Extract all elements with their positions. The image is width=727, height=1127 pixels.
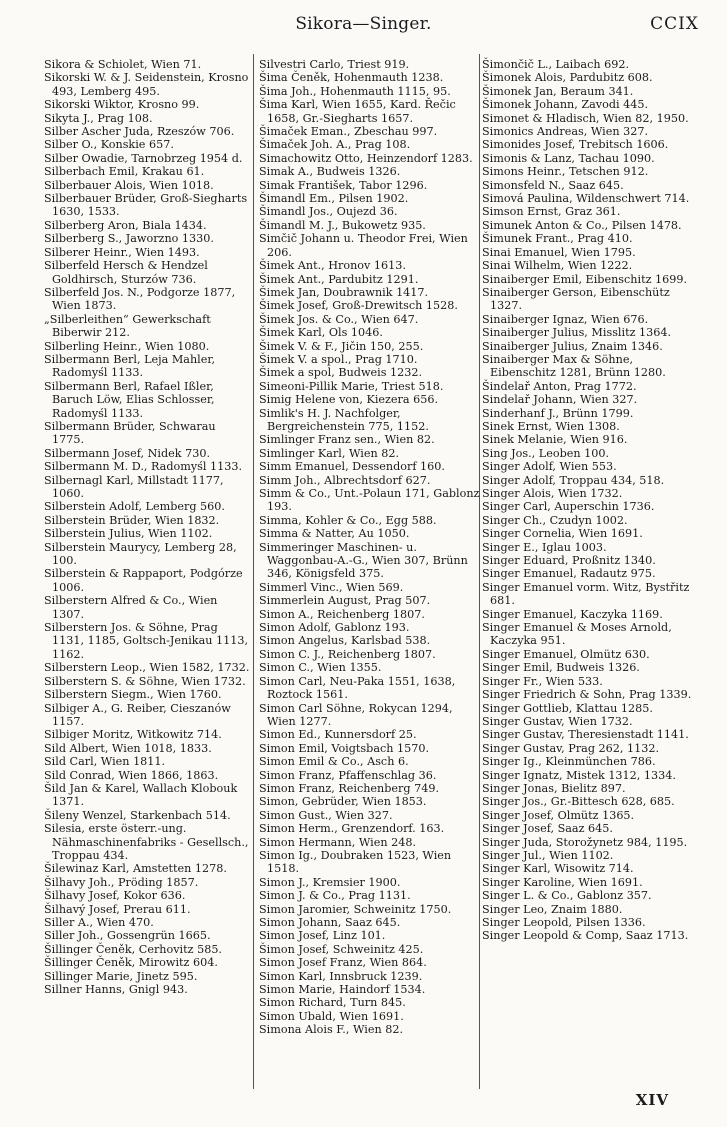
- directory-entry: Simma & Natter, Au 1050.: [259, 527, 410, 541]
- directory-entry: Silberstein Maurycy, Lemberg 28, 100.: [44, 540, 237, 568]
- directory-entry: Silberstern Alfred & Co., Wien 1307.: [44, 594, 218, 621]
- directory-entry: Sikyta J., Prag 108.: [44, 111, 153, 125]
- directory-entry: Sikora & Schiolet, Wien 71.: [44, 58, 202, 71]
- directory-entry: Singer Jonas, Bielitz 897.: [482, 781, 626, 795]
- directory-entry: Šimonek Johann, Zavodi 445.: [482, 98, 649, 112]
- directory-entry: Simon A., Reichenberg 1807.: [259, 607, 425, 621]
- directory-entry: Simunek Anton & Co., Pilsen 1478.: [482, 218, 682, 232]
- directory-entry: Silberberg S., Jaworzno 1330.: [44, 232, 214, 246]
- directory-entry: Singer Emanuel, Olmütz 630.: [482, 647, 650, 661]
- directory-entry: Simona Alois F., Wien 82.: [259, 1023, 404, 1037]
- directory-entry: Simon Johann, Saaz 645.: [259, 916, 401, 929]
- directory-entry: Simon Jaromier, Schweinitz 1750.: [259, 902, 452, 916]
- directory-entry: Silvestri Carlo, Triest 919.: [259, 58, 410, 71]
- directory-entry: Silberstern Jos. & Söhne, Prag 1131, 1185, Goltsch-Jenikau 1113, 1162.: [44, 621, 249, 661]
- page-number: CCIX: [650, 14, 699, 34]
- directory-entry: Simon Carl Söhne, Rokycan 1294, Wien 1277.: [259, 701, 453, 728]
- directory-entry: Sild Albert, Wien 1018, 1833.: [44, 741, 212, 755]
- directory-entry: Sindelař Johann, Wien 327.: [482, 393, 638, 407]
- directory-entry: Silesia, erste österr.-ung. Nähmaschinenfabriks - Gesellsch., Troppau 434.: [44, 822, 249, 862]
- directory-entry: Šimek Jos. & Co., Wien 647.: [259, 312, 419, 326]
- directory-entry: Singer Leo, Znaim 1880.: [482, 902, 623, 916]
- directory-entry: Silberfeld Jos. N., Podgorze 1877, Wien 1873.: [44, 285, 236, 313]
- directory-entry: Sinai Wilhelm, Wien 1222.: [482, 259, 633, 273]
- directory-entry: Silberling Heinr., Wien 1080.: [44, 339, 210, 353]
- directory-entry: Simm Emanuel, Dessendorf 160.: [259, 460, 445, 474]
- directory-entry: Simon J. & Co., Prag 1131.: [259, 889, 411, 903]
- directory-entry: Sikorski W. & J. Seidenstein, Krosno 493, Lemberg 495.: [44, 71, 249, 98]
- directory-entry: Sillner Hanns, Gnigl 943.: [44, 983, 188, 997]
- directory-entry: Singer Ignatz, Mistek 1312, 1334.: [482, 768, 676, 782]
- directory-entry: Simon Josef Franz, Wien 864.: [259, 956, 427, 970]
- directory-entry: Sinaiberger Gerson, Eibenschütz 1327.: [482, 285, 670, 313]
- directory-entry: Simak A., Budweis 1326.: [259, 165, 401, 179]
- directory-entry: Simon C., Wien 1355.: [259, 661, 382, 675]
- directory-entry: Silberbauer Alois, Wien 1018.: [44, 178, 214, 192]
- directory-entry: Šimek V. a spol., Prag 1710.: [259, 352, 418, 366]
- directory-entry: Singer Emanuel vorm. Witz, Bystřitz 681.: [482, 580, 690, 608]
- directory-entry: Simon Emil & Co., Asch 6.: [259, 755, 409, 769]
- directory-entry: Šimončič L., Laibach 692.: [482, 58, 629, 71]
- signature-mark: XIV: [635, 1091, 669, 1109]
- directory-entry: Simons Heinr., Tetschen 912.: [482, 165, 649, 179]
- directory-entry: Silbiger A., G. Reiber, Cieszanów 1157.: [44, 701, 231, 728]
- directory-entry: Šild Jan & Karel, Wallach Klobouk 1371.: [44, 781, 238, 809]
- column-3: [482, 58, 694, 1088]
- directory-entry: Šimaček Eman., Zbeschau 997.: [259, 125, 438, 139]
- directory-entry: Singer Karl, Wisowitz 714.: [482, 862, 634, 876]
- directory-entry: Silbernagl Karl, Millstadt 1177, 1060.: [44, 473, 224, 500]
- directory-entry: Simlik's H. J. Nachfolger, Bergreichenstein 775, 1152.: [259, 406, 429, 433]
- directory-entry: Šimaček Joh. A., Prag 108.: [259, 138, 411, 152]
- directory-entry: Silberberg Aron, Biala 1434.: [44, 218, 207, 232]
- directory-entry: Simon J., Kremsier 1900.: [259, 875, 401, 889]
- directory-entry: Šima Karl, Wien 1655, Kard. Řečic 1658, Gr.-Siegharts 1657.: [259, 98, 456, 125]
- directory-entry: Sinek Ernst, Wien 1308.: [482, 419, 620, 433]
- directory-entry: Simmerlein August, Prag 507.: [259, 594, 431, 608]
- directory-entry: Šimon Josef, Schweinitz 425.: [259, 942, 424, 956]
- directory-entry: Silbermann M. D., Radomyśl 1133.: [44, 460, 243, 474]
- directory-entry: Simig Helene von, Kiezera 656.: [259, 393, 439, 407]
- directory-entry: Simon Herm., Grenzendorf. 163.: [259, 822, 445, 836]
- directory-entry: Šimek Josef, Groß-Drewitsch 1528.: [259, 299, 458, 313]
- directory-entry: Simon Franz, Pfaffenschlag 36.: [259, 768, 437, 782]
- directory-entry: Šindelař Anton, Prag 1772.: [482, 379, 637, 393]
- directory-entry: Singer Emil, Budweis 1326.: [482, 661, 640, 675]
- directory-entry: Šimek a spol, Budweis 1232.: [259, 366, 423, 380]
- directory-entry: Šimek Jan, Doubrawnik 1417.: [259, 285, 429, 299]
- directory-entry: Šimandl M. J., Bukowetz 935.: [259, 218, 426, 232]
- directory-entry: Silberstern S. & Söhne, Wien 1732.: [44, 674, 246, 688]
- directory-entry: Simmeringer Maschinen- u. Waggonbau-A.-G., Wien 307, Brünn 346, Königsfeld 375.: [259, 540, 468, 581]
- directory-entry: Singer Leopold & Comp, Saaz 1713.: [482, 929, 689, 943]
- directory-entry: Sinai Emanuel, Wien 1795.: [482, 245, 636, 259]
- directory-entry: Šimek Ant., Pardubitz 1291.: [259, 272, 419, 286]
- directory-entry: Silberer Heinr., Wien 1493.: [44, 245, 200, 259]
- directory-entry: Sinaiberger Max & Söhne, Eibenschitz 1281, Brünn 1280.: [482, 352, 666, 380]
- directory-entry: Silberstein Brüder, Wien 1832.: [44, 513, 220, 527]
- directory-entry: Simon Angelus, Karlsbad 538.: [259, 634, 431, 648]
- directory-entry: Šillinger Čeněk, Cerhovitz 585.: [44, 942, 222, 956]
- directory-columns: [44, 44, 709, 1084]
- directory-entry: Simak František, Tabor 1296.: [259, 178, 428, 192]
- directory-entry: Singer Fr., Wien 533.: [482, 674, 603, 688]
- directory-entry: Šimek Ant., Hronov 1613.: [259, 259, 406, 273]
- directory-entry: Simon Hermann, Wien 248.: [259, 835, 417, 849]
- directory-entry: Sinek Melanie, Wien 916.: [482, 433, 628, 447]
- directory-entry: Simonics Andreas, Wien 327.: [482, 125, 649, 139]
- directory-entry: Singer Leopold, Pilsen 1336.: [482, 916, 646, 929]
- directory-entry: Silber Owadie, Tarnobrzeg 1954 d.: [44, 151, 243, 165]
- directory-entry: Silbermann Berl, Rafael Ißler, Baruch Löw, Elias Schlosser, Radomyśl 1133.: [44, 379, 215, 420]
- directory-entry: Sinderhanf J., Brünn 1799.: [482, 406, 634, 420]
- directory-entry: Silberstein & Rappaport, Podgórze 1006.: [44, 567, 243, 594]
- directory-entry: Singer Eduard, Proßnitz 1340.: [482, 554, 656, 568]
- directory-entry: „Silberleithen“ Gewerkschaft Biberwir 212.: [44, 312, 211, 340]
- directory-entry: Simon Franz, Reichenberg 749.: [259, 781, 440, 795]
- directory-entry: Simonides Josef, Trebitsch 1606.: [482, 138, 669, 152]
- directory-entry: Simonet & Hladisch, Wien 82, 1950.: [482, 111, 689, 125]
- directory-entry: Silber Ascher Juda, Rzeszów 706.: [44, 125, 235, 139]
- directory-entry: Silbermann Berl, Leja Mahler, Radomyśl 1133.: [44, 352, 216, 380]
- directory-entry: Simon Adolf, Gablonz 193.: [259, 621, 410, 635]
- directory-entry: Singer Friedrich & Sohn, Prag 1339.: [482, 688, 692, 702]
- directory-entry: Simon Ig., Doubraken 1523, Wien 1518.: [259, 848, 452, 876]
- directory-entry: Simon Emil, Voigtsbach 1570.: [259, 741, 430, 755]
- directory-entry: Simachowitz Otto, Heinzendorf 1283.: [259, 151, 473, 165]
- directory-entry: Sinaiberger Ignaz, Wien 676.: [482, 312, 649, 326]
- directory-entry: Simon Josef, Linz 101.: [259, 929, 386, 943]
- directory-entry: Šimunek Frant., Prag 410.: [482, 232, 633, 246]
- directory-entry: Singer Ch., Czudyn 1002.: [482, 513, 628, 527]
- directory-entry: Simonsfeld N., Saaz 645.: [482, 178, 624, 192]
- directory-entry: Sillinger Marie, Jinetz 595.: [44, 969, 198, 983]
- column-2: [259, 58, 481, 1088]
- directory-entry: Šileny Wenzel, Starkenbach 514.: [44, 808, 231, 822]
- directory-entry: Sing Jos., Leoben 100.: [482, 446, 610, 460]
- directory-entry: Singer Ig., Kleinmünchen 786.: [482, 755, 656, 769]
- directory-entry: Simová Paulina, Wildenschwert 714.: [482, 192, 690, 206]
- column-1: [44, 58, 250, 1088]
- directory-entry: Simeoni-Pillik Marie, Triest 518.: [259, 379, 444, 393]
- directory-entry: Simlinger Karl, Wien 82.: [259, 446, 400, 460]
- page-title: Sikora—Singer.: [295, 14, 432, 34]
- directory-entry: Šimandl Em., Pilsen 1902.: [259, 192, 409, 206]
- directory-entry: Singer Gustav, Wien 1732.: [482, 714, 633, 728]
- directory-entry: Silberbauer Brüder, Groß-Siegharts 1630, 1533.: [44, 192, 248, 219]
- directory-entry: Simonis & Lanz, Tachau 1090.: [482, 151, 655, 165]
- directory-entry: Silberstern Leop., Wien 1582, 1732.: [44, 661, 250, 675]
- directory-entry: Silbermann Josef, Nidek 730.: [44, 446, 211, 460]
- directory-entry: Sikorski Wiktor, Krosno 99.: [44, 98, 200, 112]
- directory-entry: Silber O., Konskie 657.: [44, 138, 174, 152]
- directory-entry: Simlinger Franz sen., Wien 82.: [259, 433, 435, 447]
- directory-entry: Singer Gottlieb, Klattau 1285.: [482, 701, 653, 715]
- directory-entry: Šimek V. & F., Jičin 150, 255.: [259, 339, 424, 353]
- directory-entry: Simson Ernst, Graz 361.: [482, 205, 621, 219]
- directory-entry: Simon Ed., Kunnersdorf 25.: [259, 728, 417, 742]
- directory-entry: Silberstein Adolf, Lemberg 560.: [44, 500, 225, 514]
- directory-entry: Singer Karoline, Wien 1691.: [482, 875, 643, 889]
- directory-entry: Simon, Gebrüder, Wien 1853.: [259, 795, 427, 809]
- directory-entry: Siller A., Wien 470.: [44, 916, 154, 929]
- page-header: [0, 10, 727, 42]
- directory-entry: Singer Adolf, Wien 553.: [482, 460, 617, 474]
- directory-entry: Šilhavy Joh., Pröding 1857.: [44, 875, 199, 889]
- directory-entry: Simon Karl, Innsbruck 1239.: [259, 969, 423, 983]
- directory-entry: Sinaiberger Julius, Misslitz 1364.: [482, 326, 672, 340]
- directory-entry: Simon Carl, Neu-Paka 1551, 1638, Roztock 1561.: [259, 674, 456, 702]
- directory-entry: Šima Joh., Hohenmauth 1115, 95.: [259, 84, 451, 98]
- directory-entry: Silberstein Julius, Wien 1102.: [44, 527, 213, 541]
- directory-entry: Šilhavy Josef, Kokor 636.: [44, 889, 186, 903]
- directory-entry: Singer Juda, Storožynetz 984, 1195.: [482, 835, 688, 849]
- directory-entry: Šimonek Jan, Beraum 341.: [482, 84, 634, 98]
- directory-entry: Singer E., Iglau 1003.: [482, 540, 607, 554]
- directory-entry: Silbermann Brüder, Schwarau 1775.: [44, 419, 216, 447]
- directory-entry: Simon Marie, Haindorf 1534.: [259, 983, 426, 997]
- directory-entry: Silberstern Siegm., Wien 1760.: [44, 688, 222, 702]
- directory-entry: Singer Emanuel & Moses Arnold, Kaczyka 951.: [482, 621, 672, 648]
- directory-entry: Silberbach Emil, Krakau 61.: [44, 165, 205, 179]
- directory-entry: Silberfeld Hersch & Hendzel Goldhirsch, Sturzów 736.: [44, 259, 208, 286]
- directory-entry: Sild Carl, Wien 1811.: [44, 755, 166, 769]
- directory-entry: Simon Gust., Wien 327.: [259, 808, 393, 822]
- directory-entry: Sinaiberger Julius, Znaim 1346.: [482, 339, 663, 353]
- directory-entry: Singer L. & Co., Gablonz 357.: [482, 889, 652, 903]
- directory-entry: Šimek Karl, Ols 1046.: [259, 326, 383, 340]
- directory-entry: Singer Emanuel, Kaczyka 1169.: [482, 607, 663, 621]
- directory-entry: Singer Gustav, Theresienstadt 1141.: [482, 728, 689, 742]
- directory-entry: Šilewinaz Karl, Amstetten 1278.: [44, 862, 227, 876]
- directory-entry: Singer Carl, Auperschin 1736.: [482, 500, 655, 514]
- directory-entry: Singer Emanuel, Radautz 975.: [482, 567, 656, 581]
- directory-entry: Simma, Kohler & Co., Egg 588.: [259, 513, 437, 527]
- directory-entry: Singer Alois, Wien 1732.: [482, 487, 623, 500]
- directory-entry: Singer Jul., Wien 1102.: [482, 848, 614, 862]
- directory-entry: Simčič Johann u. Theodor Frei, Wien 206.: [259, 232, 468, 259]
- directory-entry: Šima Čeněk, Hohenmauth 1238.: [259, 71, 444, 85]
- directory-entry: Singer Gustav, Prag 262, 1132.: [482, 741, 660, 755]
- directory-entry: Singer Josef, Saaz 645.: [482, 822, 613, 836]
- directory-entry: Singer Jos., Gr.-Bittesch 628, 685.: [482, 795, 675, 809]
- directory-entry: Simon Richard, Turn 845.: [259, 996, 406, 1010]
- directory-entry: Simmerl Vinc., Wien 569.: [259, 580, 404, 594]
- directory-entry: Singer Adolf, Troppau 434, 518.: [482, 473, 665, 487]
- directory-entry: Simm Joh., Albrechtsdorf 627.: [259, 473, 431, 487]
- directory-entry: Siller Joh., Gossengrün 1665.: [44, 929, 211, 943]
- directory-entry: Sild Conrad, Wien 1866, 1863.: [44, 768, 219, 782]
- directory-entry: Silbiger Moritz, Witkowitz 714.: [44, 728, 222, 742]
- directory-entry: Singer Josef, Olmütz 1365.: [482, 808, 635, 822]
- directory-entry: Šimonek Alois, Pardubitz 608.: [482, 71, 653, 85]
- directory-entry: Simon Ubald, Wien 1691.: [259, 1009, 404, 1023]
- directory-entry: Sinaiberger Emil, Eibenschitz 1699.: [482, 272, 688, 286]
- directory-entry: Šimandl Jos., Oujezd 36.: [259, 205, 398, 219]
- directory-entry: Šillinger Čeněk, Mirowitz 604.: [44, 956, 218, 970]
- directory-entry: Šilhavý Josef, Prerau 611.: [44, 902, 191, 916]
- directory-entry: Singer Cornelia, Wien 1691.: [482, 527, 643, 541]
- directory-entry: Simm & Co., Unt.-Polaun 171, Gablonz 193.: [259, 487, 480, 514]
- directory-entry: Simon C. J., Reichenberg 1807.: [259, 647, 436, 661]
